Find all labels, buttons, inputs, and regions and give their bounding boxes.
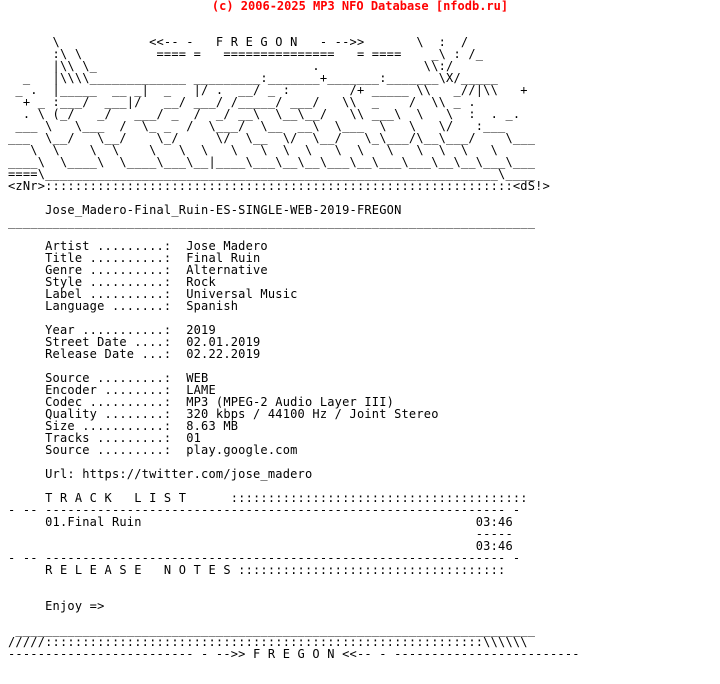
nfo-line: Source .........: WEB bbox=[8, 371, 209, 385]
nfo-line: ______________________________________________________________________ bbox=[8, 623, 536, 637]
nfo-line: Language .......: Spanish bbox=[8, 299, 239, 313]
nfo-line: /////:::::::::::::::::::::::::::::::::::::::::::::::::::::::::::\\\\\\ bbox=[8, 635, 528, 649]
nfo-line: . \ (_/ _/ ___/ _ / _/ __\ \__\__/ \\ ___\ \ \ : . _. bbox=[8, 107, 543, 121]
nfo-line: |\\ \_ . \\:/ bbox=[8, 59, 536, 73]
nfo-line: Genre ..........: Alternative bbox=[8, 263, 268, 277]
nfo-line: Title ..........: Final Ruin bbox=[8, 251, 261, 265]
nfo-line: Url: https://twitter.com/jose_madero bbox=[8, 467, 313, 481]
nfo-line: 01.Final Ruin 03:46 bbox=[8, 515, 513, 529]
nfo-line: Tracks .........: 01 bbox=[8, 431, 202, 445]
nfo-line: Encoder ........: LAME bbox=[8, 383, 216, 397]
nfo-line: ___ \__/ \__/ \_/ \/ \__ \/ \__/ \_\___/\__\___/ \___ bbox=[8, 131, 536, 145]
nfo-line: \ \ \ \ \ \ \ \ \ \ \ \ \ \ \ \ \ \ bbox=[8, 143, 521, 157]
nfo-line: R E L E A S E N O T E S :::::::::::::::::::::::::::::::::::: bbox=[8, 563, 506, 577]
nfo-line: - -- -------------------------------------------------------------- - bbox=[8, 503, 521, 517]
nfo-line: Style ..........: Rock bbox=[8, 275, 216, 289]
nfo-line: ------------------------- - -->> F R E G O N <<-- - ------------------------- bbox=[8, 647, 580, 661]
nfo-line: + _ :___/ ___|/ __/ ___/ /_____/ ___/ \\ _ / \\ _ . bbox=[8, 95, 543, 109]
nfo-line: T R A C K L I S T :::::::::::::::::::::::::::::::::::::::: bbox=[8, 491, 528, 505]
nfo-line: Label ..........: Universal Music bbox=[8, 287, 298, 301]
nfo-line: _ . |_____ __ _| _ |/ . __/ _ : /+ _____ \\ _//|\\ + bbox=[8, 83, 550, 97]
nfo-line: Release Date ...: 02.22.2019 bbox=[8, 347, 261, 361]
nfo-line: ____\ \____\ \____\___\__|____\___\__\__\___\__\___\___\__\__\___\___ bbox=[8, 155, 536, 169]
nfo-line: Artist .........: Jose Madero bbox=[8, 239, 268, 253]
nfo-line: 03:46 bbox=[8, 539, 513, 553]
nfo-line: _ |\\\\_____________ _________:_______+_______:_______\X/_____ bbox=[8, 71, 558, 85]
nfo-line: Year ...........: 2019 bbox=[8, 323, 216, 337]
nfo-line: Source .........: play.google.com bbox=[8, 443, 298, 457]
nfo-line: Street Date ....: 02.01.2019 bbox=[8, 335, 261, 349]
nfo-line: ___ \ \___ / \_ _ / \___/ \__ __\ \___ \ \ \/ :___ bbox=[8, 119, 536, 133]
site-credit: (c) 2006-2025 MP3 NFO Database [nfodb.ru] bbox=[211, 0, 509, 13]
nfo-line: \ <<-- - F R E G O N - -->> \ : / bbox=[8, 35, 543, 49]
nfo-line bbox=[8, 576, 580, 588]
nfo-line: Size ...........: 8.63 MB bbox=[8, 419, 239, 433]
nfo-document bbox=[8, 24, 580, 660]
nfo-line: Jose_Madero-Final_Ruin-ES-SINGLE-WEB-2019-FREGON bbox=[8, 203, 402, 217]
nfo-line: <zNr>:::::::::::::::::::::::::::::::::::::::::::::::::::::::::::::::<dS!> bbox=[8, 179, 550, 193]
nfo-line: ----- bbox=[8, 527, 513, 541]
nfo-line: Codec ..........: MP3 (MPEG-2 Audio Layer III) bbox=[8, 395, 395, 409]
nfo-line: :\ \ ==== = =============== = ==== _\ : /_ bbox=[8, 47, 543, 61]
nfo-line: ====\_____________________________________________________________\____ bbox=[8, 167, 536, 181]
nfo-line: _______________________________________________________________________ bbox=[8, 215, 536, 229]
nfo-line: Enjoy => bbox=[8, 599, 105, 613]
nfo-line: - -- -------------------------------------------------------------- - bbox=[8, 551, 521, 565]
nfo-line: Quality ........: 320 kbps / 44100 Hz / Joint Stereo bbox=[8, 407, 439, 421]
